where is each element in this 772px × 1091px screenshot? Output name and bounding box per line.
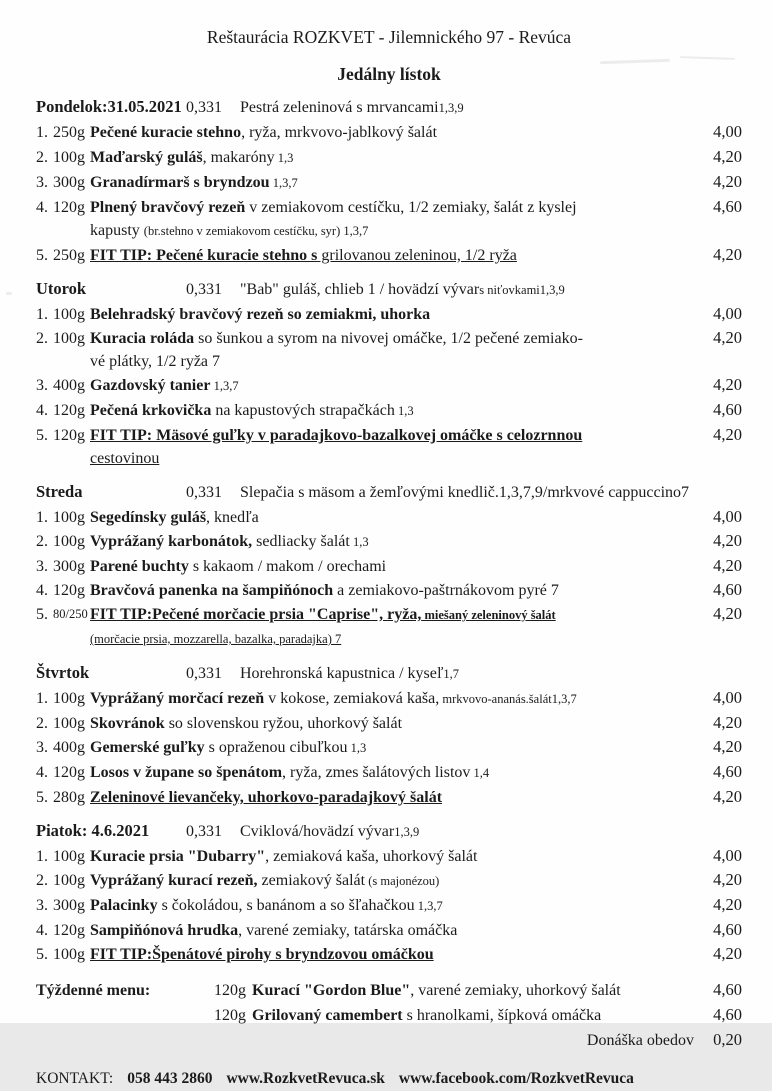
item-description xyxy=(90,943,700,966)
item-continuation: kapusty (br.stehno v zemiakovom cestíčku, syr) 1,3,7 xyxy=(90,222,369,239)
item-description: Bravčová panenka na šampiňónoch a zemiakovo-paštrnákovom pyré 7 xyxy=(90,582,559,599)
item-allergens: 1,3,7 xyxy=(210,379,239,393)
item-portion: 120g xyxy=(214,982,246,999)
item-allergens: 1,3 xyxy=(349,535,369,549)
soup-allergens: 1,3,9 xyxy=(438,101,464,115)
item-portion: 100g xyxy=(53,330,85,347)
day-header xyxy=(36,661,742,686)
day-header xyxy=(36,819,742,844)
item-portion: 100g xyxy=(53,149,85,166)
menu-item-row xyxy=(36,893,742,918)
item-allergens: 1,3,7 xyxy=(269,176,298,190)
item-name: FIT TIP:Pečené morčacie prsia "Caprise", ryža, xyxy=(90,606,422,623)
item-description: Sampiňónová hrudka, varené zemiaky, tatárska omáčka xyxy=(90,922,458,939)
item-price: 4,20 xyxy=(713,245,742,264)
item-portion: 120g xyxy=(53,582,85,599)
item-portion: 300g xyxy=(53,174,85,191)
item-number: 3. xyxy=(36,897,48,914)
item-number: 3. xyxy=(36,739,48,756)
item-name: Maďarský guláš xyxy=(90,149,203,166)
item-portion: 100g xyxy=(53,533,85,550)
item-number: 2. xyxy=(36,330,48,347)
day-section-utorok xyxy=(36,277,742,470)
item-name: Kuracia roláda xyxy=(90,330,195,347)
item-portion: 120g xyxy=(53,402,85,419)
item-description: FIT TIP:Pečené morčacie prsia "Caprise", ryža, miešaný zeleninový šalát xyxy=(90,606,556,623)
item-description: FIT TIP: Pečené kuracie stehno s grilovanou zeleninou, 1/2 ryža xyxy=(90,247,517,264)
item-price: 4,20 xyxy=(713,944,742,963)
item-name: Segedínsky guláš xyxy=(90,509,207,526)
item-number: 5. xyxy=(36,946,48,963)
item-name: Pečená krkovička xyxy=(90,402,212,419)
item-description: Vyprážaný karbonátok, sedliacky šalát 1,3 xyxy=(90,533,369,550)
item-description: Kurací "Gordon Blue", varené zemiaky, uhorkový šalát xyxy=(252,982,621,999)
item-description: Vyprážaný kurací rezeň, zemiakový šalát (s majonézou) xyxy=(90,872,440,889)
item-portion: 100g xyxy=(53,690,85,707)
menu-item-row xyxy=(36,398,742,423)
item-portion: 100g xyxy=(53,872,85,889)
item-portion: 100g xyxy=(53,509,85,526)
soup-volume: 0,331 xyxy=(186,99,222,116)
item-description: Grilovaný camembert s hranolkami, šípková omáčka xyxy=(252,1007,602,1024)
soup-volume: 0,331 xyxy=(186,484,222,501)
day-name: Štvrtok xyxy=(36,663,90,682)
item-description: Skovránok so slovenskou ryžou, uhorkový šalát xyxy=(90,715,403,732)
item-portion: 250g xyxy=(53,247,85,264)
item-portion: 100g xyxy=(53,306,85,323)
item-description xyxy=(90,303,700,326)
soup-name: "Bab" guláš, chlieb 1 / hovädzí vývar xyxy=(240,281,480,298)
item-portion: 400g xyxy=(53,377,85,394)
item-continuation: cestovinou xyxy=(90,450,160,467)
item-number: 3. xyxy=(36,377,48,394)
menu-item-row xyxy=(36,145,742,170)
item-description: Gemerské guľky s opraženou cibuľkou 1,3 xyxy=(90,739,367,756)
item-portion: 120g xyxy=(53,922,85,939)
item-price: 4,20 xyxy=(713,870,742,889)
item-number: 4. xyxy=(36,199,48,216)
menu-item-row xyxy=(36,686,742,711)
menu-item-row xyxy=(36,868,742,893)
day-section-pondelok xyxy=(36,95,742,267)
day-name: Streda xyxy=(36,482,83,501)
item-price: 4,20 xyxy=(713,425,742,444)
day-header xyxy=(36,95,742,120)
item-allergens: 1,3,7 xyxy=(414,899,443,913)
menu-item-row xyxy=(36,785,742,809)
item-price: 4,20 xyxy=(713,375,742,394)
delivery-row xyxy=(36,1028,742,1053)
item-number: 3. xyxy=(36,558,48,575)
item-portion: 300g xyxy=(53,558,85,575)
item-price: 4,20 xyxy=(713,713,742,732)
soup-name: Horehronská kapustnica / kyseľ xyxy=(240,665,444,682)
weekly-menu xyxy=(36,978,742,1053)
item-name: Vyprážaný karbonátok, xyxy=(90,533,253,550)
item-price: 4,60 xyxy=(713,1005,742,1024)
item-description xyxy=(90,171,700,195)
weekly-label: Týždenné menu: xyxy=(36,982,151,999)
menu-item-row xyxy=(36,760,742,785)
menu-item-row xyxy=(36,195,742,219)
item-name: Pečené kuracie stehno xyxy=(90,124,242,141)
item-description: Parené buchty s kakaom / makom / orechami xyxy=(90,558,387,575)
item-number: 2. xyxy=(36,872,48,889)
item-number: 4. xyxy=(36,582,48,599)
menu-item-row xyxy=(36,505,742,529)
item-name: Plnený bravčový rezeň xyxy=(90,199,246,216)
contact-row xyxy=(36,1067,742,1091)
item-description: Plnený bravčový rezeň v zemiakovom cestíčku, 1/2 zemiaky, šalát z kyslej xyxy=(90,199,577,216)
item-portion: 400g xyxy=(53,739,85,756)
item-number: 1. xyxy=(36,509,48,526)
menu-item-row xyxy=(36,844,742,868)
item-portion: 120g xyxy=(53,764,85,781)
item-portion: 100g xyxy=(53,715,85,732)
day-name: Piatok: 4.6.2021 xyxy=(36,821,150,840)
item-number: 4. xyxy=(36,922,48,939)
soup-allergens: s niťovkami1,3,9 xyxy=(479,283,565,297)
weekly-item-row xyxy=(36,1003,742,1028)
contact-phone: 058 443 2860 xyxy=(127,1070,213,1087)
item-price: 4,00 xyxy=(713,122,742,141)
item-continuation: vé plátky, 1/2 ryža 7 xyxy=(90,353,221,370)
item-portion: 280g xyxy=(53,789,85,806)
menu-subtitle: Jedálny lístok xyxy=(337,64,441,84)
item-allergens: 1,4 xyxy=(470,766,490,780)
day-section-stvrtok xyxy=(36,661,742,809)
item-description: Losos v župane so špenátom, ryža, zmes šalátových listov 1,4 xyxy=(90,764,490,781)
item-number: 2. xyxy=(36,149,48,166)
item-price: 4,20 xyxy=(713,328,742,347)
item-name: Grilovaný camembert xyxy=(252,1007,403,1024)
item-portion: 100g xyxy=(53,848,85,865)
contact-label: KONTAKT: xyxy=(36,1070,114,1087)
item-name: Belehradský bravčový rezeň so zemiakmi, uhorka xyxy=(90,306,431,323)
item-number: 4. xyxy=(36,402,48,419)
item-price: 4,60 xyxy=(713,762,742,781)
menu-item-row xyxy=(36,529,742,554)
item-portion: 120g xyxy=(214,1007,246,1024)
menu-item-row xyxy=(36,918,742,942)
item-allergens: mrkvovo-ananás.šalát1,3,7 xyxy=(439,692,577,706)
scan-artifact xyxy=(6,292,12,295)
day-header xyxy=(36,480,742,505)
soup-volume: 0,331 xyxy=(186,281,222,298)
day-name: Pondelok:31.05.2021 xyxy=(36,97,182,116)
menu-item-row xyxy=(36,326,742,350)
item-price: 4,20 xyxy=(713,737,742,756)
item-name: Zeleninové lievančeky, uhorkovo-paradajkový šalát xyxy=(90,789,443,806)
item-description: Segedínsky guláš, knedľa xyxy=(90,509,259,526)
item-description xyxy=(90,424,700,447)
menu-item-row xyxy=(36,711,742,735)
menu-item-row xyxy=(36,554,742,578)
item-name: Vyprážaný morčací rezeň xyxy=(90,690,265,707)
item-description: Maďarský guláš, makaróny 1,3 xyxy=(90,149,294,166)
menu-item-row xyxy=(36,602,742,627)
item-number: 5. xyxy=(36,247,48,264)
item-name: Losos v župane so špenátom xyxy=(90,764,283,781)
item-price: 4,00 xyxy=(713,304,742,323)
day-header xyxy=(36,277,742,302)
item-price: 4,00 xyxy=(713,846,742,865)
item-description: Pečená krkovička na kapustových strapačkách 1,3 xyxy=(90,402,414,419)
item-price: 4,20 xyxy=(713,895,742,914)
item-price: 4,60 xyxy=(713,400,742,419)
item-price: 4,20 xyxy=(713,556,742,575)
item-description: Kuracia roláda so šunkou a syrom na nivovej omáčke, 1/2 pečené zemiako- xyxy=(90,330,583,347)
item-name: Skovránok xyxy=(90,715,165,732)
delivery-label: Donáška obedov xyxy=(586,1032,694,1049)
menu-item-row xyxy=(36,373,742,398)
item-number: 4. xyxy=(36,764,48,781)
item-name: Bravčová panenka na šampiňónoch xyxy=(90,582,334,599)
item-price: 4,20 xyxy=(713,604,742,623)
soup-volume: 0,331 xyxy=(186,665,222,682)
menu-item-row xyxy=(36,942,742,966)
item-name: FIT TIP:Špenátové pirohy s bryndzovou omáčkou xyxy=(90,946,434,963)
item-portion: 250g xyxy=(53,124,85,141)
item-name: Vyprážaný kurací rezeň, xyxy=(90,872,258,889)
item-price: 4,60 xyxy=(713,980,742,999)
weekly-item-row xyxy=(36,978,742,1003)
soup-volume: 0,331 xyxy=(186,823,222,840)
menu-item-row xyxy=(36,302,742,326)
item-number: 5. xyxy=(36,789,48,806)
item-price: 4,20 xyxy=(713,787,742,806)
item-number: 5. xyxy=(36,606,48,623)
item-portion: 300g xyxy=(53,897,85,914)
soup-name: Cviklová/hovädzí vývar xyxy=(240,823,395,840)
item-name: Kurací "Gordon Blue" xyxy=(252,982,411,999)
item-price: 4,00 xyxy=(713,688,742,707)
item-portion: 100g xyxy=(53,946,85,963)
restaurant-title: Reštaurácia ROZKVET - Jilemnického 97 - Revúca xyxy=(206,27,572,47)
item-price: 4,00 xyxy=(713,507,742,526)
item-name: Granadírmarš s bryndzou xyxy=(90,174,270,191)
item-name: Parené buchty xyxy=(90,558,189,575)
item-allergens: (s majonézou) xyxy=(365,874,440,888)
item-description: Vyprážaný morčací rezeň v kokose, zemiaková kaša, mrkvovo-ananás.šalát1,3,7 xyxy=(90,690,577,707)
item-continuation: (morčacie prsia, mozzarella, bazalka, paradajka) 7 xyxy=(90,632,342,646)
item-name: Palacinky xyxy=(90,897,158,914)
soup-name: Pestrá zeleninová s mrvancami xyxy=(240,99,439,116)
item-number: 1. xyxy=(36,124,48,141)
menu-item-row xyxy=(36,578,742,602)
item-number: 5. xyxy=(36,427,48,444)
item-portion: 80/250 xyxy=(53,607,88,621)
menu-item-row xyxy=(36,120,742,145)
menu-item-row xyxy=(36,170,742,195)
item-name: Sampiňónová hrudka xyxy=(90,922,239,939)
scan-artifact xyxy=(680,56,735,60)
item-price: 4,60 xyxy=(713,920,742,939)
day-section-streda xyxy=(36,480,742,651)
item-name: Kuracie prsia "Dubarry" xyxy=(90,848,266,865)
item-allergens: 1,3 xyxy=(274,151,294,165)
item-description: Kuracie prsia "Dubarry", zemiaková kaša, uhorkový šalát xyxy=(90,848,478,865)
day-name: Utorok xyxy=(36,279,87,298)
item-description: Pečené kuracie stehno, ryža, mrkvovo-jablkový šalát xyxy=(90,124,438,141)
item-number: 1. xyxy=(36,848,48,865)
delivery-price: 0,20 xyxy=(713,1030,742,1049)
item-price: 4,20 xyxy=(713,172,742,191)
item-number: 1. xyxy=(36,690,48,707)
contact-facebook: www.facebook.com/RozkvetRevuca xyxy=(398,1070,634,1087)
item-price: 4,60 xyxy=(713,580,742,599)
item-name: Gemerské guľky xyxy=(90,739,205,756)
item-allergens: 1,3 xyxy=(394,404,414,418)
item-name: Gazdovský tanier xyxy=(90,377,211,394)
item-number: 2. xyxy=(36,715,48,732)
contact-web: www.RozkvetRevuca.sk xyxy=(226,1070,385,1087)
item-price: 4,20 xyxy=(713,147,742,166)
item-name: FIT TIP: Mäsové guľky v paradajkovo-bazalkovej omáčke s celozrnnou xyxy=(90,427,583,444)
soup-allergens: 1,3,9 xyxy=(394,825,420,839)
item-price: 4,60 xyxy=(713,197,742,216)
soup-name: Slepačia s mäsom a žemľovými knedlič.1,3,7,9/mrkvové cappuccino7 xyxy=(240,484,690,501)
soup-allergens: 1,7 xyxy=(443,667,459,681)
item-portion: 120g xyxy=(53,199,85,216)
menu-item-row xyxy=(36,243,742,267)
item-number: 1. xyxy=(36,306,48,323)
day-section-piatok xyxy=(36,819,742,966)
item-portion: 120g xyxy=(53,427,85,444)
item-description xyxy=(90,374,700,398)
item-description: Palacinky s čokoládou, s banánom a so šľahačkou 1,3,7 xyxy=(90,897,443,914)
item-price: 4,20 xyxy=(713,531,742,550)
item-name: FIT TIP: Pečené kuracie stehno s xyxy=(90,247,318,264)
menu-item-row xyxy=(36,735,742,760)
menu-item-row xyxy=(36,423,742,447)
item-description xyxy=(90,786,700,809)
item-number: 2. xyxy=(36,533,48,550)
item-number: 3. xyxy=(36,174,48,191)
item-allergens: 1,3 xyxy=(347,741,367,755)
